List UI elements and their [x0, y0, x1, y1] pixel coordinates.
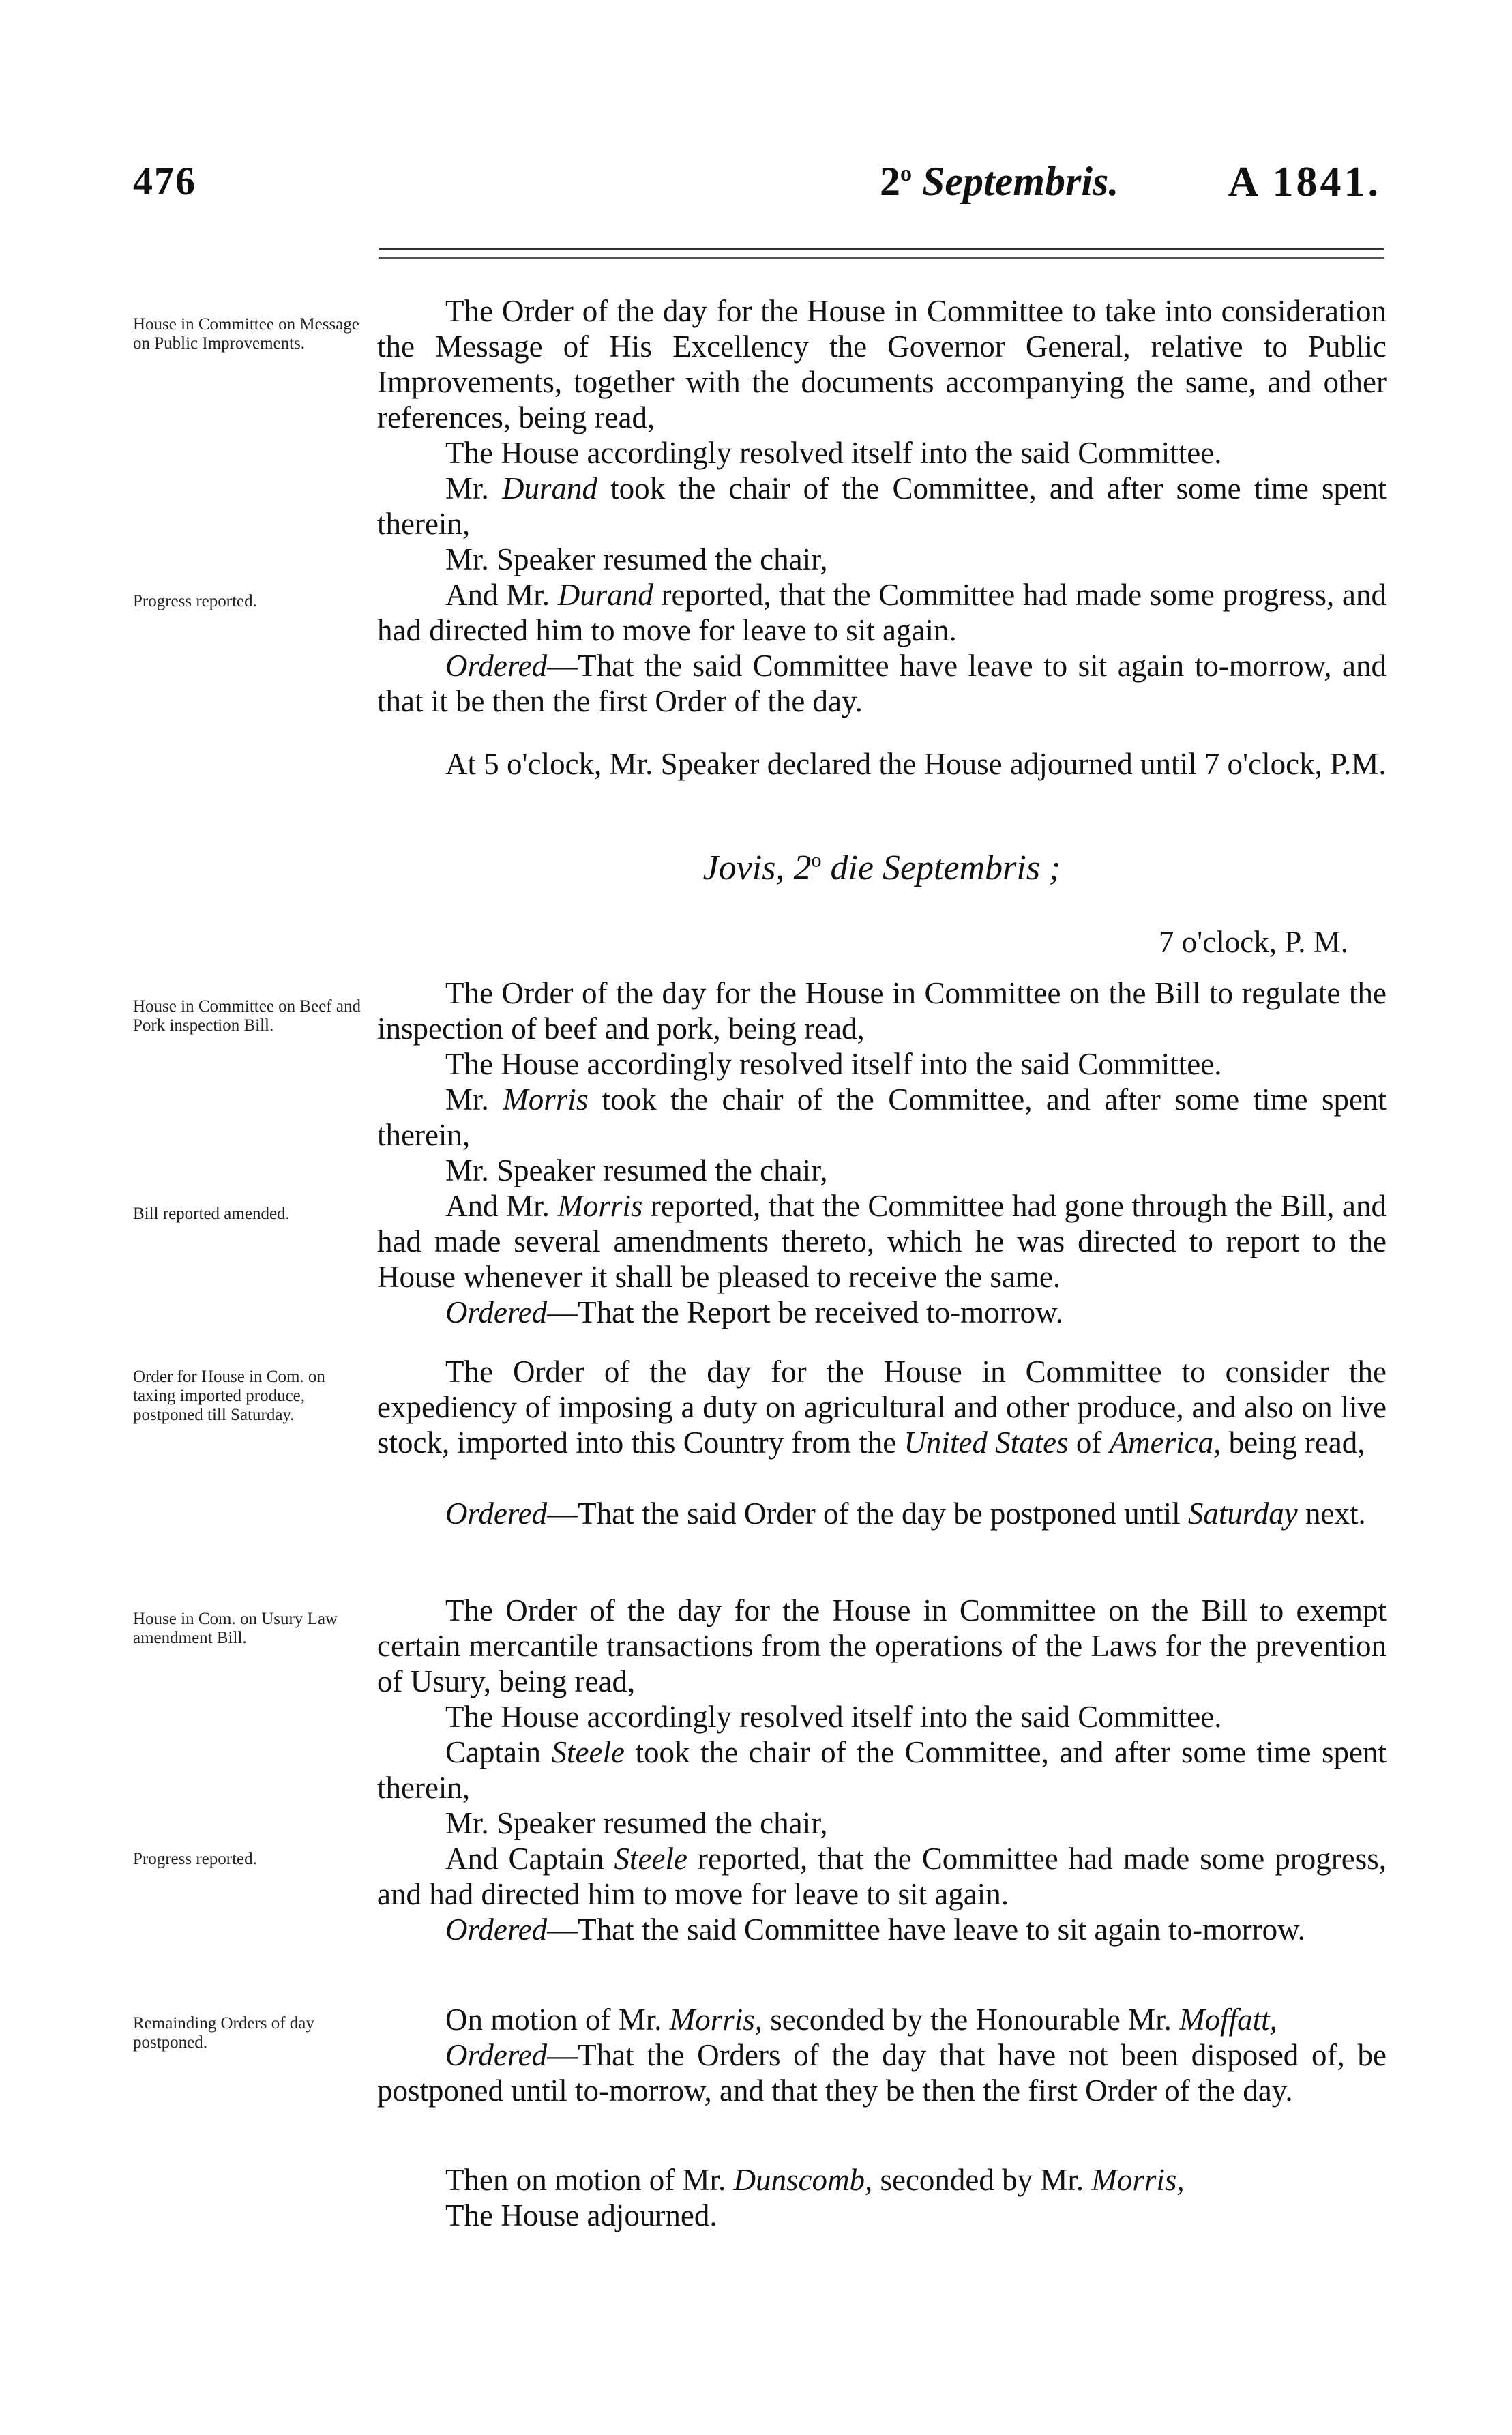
header-year: A 1841. [1228, 159, 1381, 205]
motion-line: On motion of Mr. Morris, seconded by the Honourable Mr. Moffatt, [445, 2003, 1277, 2037]
text-paragraph: And Mr. Morris reported, that the Committee had gone through the Bill, and had made several amendments thereto, which he was directed to report to the House whenever it shall be pleased to receive the same. [377, 1189, 1387, 1294]
order-paragraph: The Order of the day for the House in Committee on the Bill to regulate the inspection of beef and pork, being read, [377, 976, 1387, 1046]
margin-note: House in Committee on Message on Public Improvements. [133, 315, 359, 353]
text-line: Mr. Speaker resumed the chair, [445, 542, 828, 576]
margin-note: Progress reported. [133, 1850, 257, 1868]
text-paragraph: Mr. Morris took the chair of the Committee, and after some time spent therein, [377, 1082, 1387, 1152]
text-paragraph: And Mr. Durand reported, that the Committee had made some progress, and had directed him to move for leave to sit again. [377, 578, 1387, 647]
margin-note: House in Committee on Beef and Pork inspection Bill. [133, 997, 361, 1035]
text-line: The House accordingly resolved itself into the said Committee. [445, 1700, 1222, 1734]
ordered-paragraph: Ordered—That the Orders of the day that have not been disposed of, be postponed until to-morrow, and that they be then the first Order of the day. [377, 2038, 1387, 2108]
text-line: The House accordingly resolved itself into the said Committee. [445, 436, 1222, 470]
ordered-paragraph: Ordered—That the said Committee have leave to sit again to-morrow, and that it be then the first Order of the day. [377, 649, 1387, 718]
text-line: Mr. Speaker resumed the chair, [445, 1153, 828, 1187]
margin-note: Progress reported. [133, 592, 257, 610]
motion-line: Then on motion of Mr. Dunscomb, seconded by Mr. Morris, [445, 2163, 1185, 2197]
margin-note: House in Com. on Usury Law amendment Bill. [133, 1610, 338, 1647]
text-paragraph: Captain Steele took the chair of the Committee, and after some time spent therein, [377, 1735, 1387, 1805]
header-date: 2$^o$ Septembris. [880, 159, 1119, 204]
header-rule [379, 248, 1384, 250]
day-heading: Jovis, 2$^o$ die Septembris ; [702, 848, 1061, 887]
running-head [133, 158, 1381, 213]
ordered-paragraph: Ordered—That the said Committee have leave to sit again to-morrow. [445, 1913, 1305, 1947]
order-paragraph: The Order of the day for the House in Committee to consider the expediency of imposing a duty on agricultural and other produce, and also on live stock, imported into this Country from the United States of America, being read, [377, 1355, 1387, 1460]
ordered-paragraph: Ordered—That the said Order of the day be postponed until Saturday next. [445, 1496, 1366, 1531]
order-paragraph: The Order of the day for the House in Committee on the Bill to exempt certain mercantile transactions from the operations of the Laws for the prevention of Usury, being read, [377, 1593, 1387, 1698]
margin-note: Remainding Orders of day postponed. [133, 2014, 314, 2052]
order-paragraph: The Order of the day for the House in Committee to take into consideration the Message of His Excellency the Governor General, relative to Public Improvements, together with the documents accompanying the same, and other references, being read, [377, 294, 1387, 434]
margin-note: Order for House in Com. on taxing imported produce, postponed till Saturday. [133, 1368, 325, 1424]
page-number: 476 [133, 159, 196, 203]
ordered-line: Ordered—That the Report be received to-morrow. [445, 1295, 1063, 1329]
adjournment-paragraph: At 5 o'clock, Mr. Speaker declared the House adjourned until 7 o'clock, P.M. [445, 747, 1387, 781]
margin-note: Bill reported amended. [133, 1205, 290, 1223]
text-paragraph: Mr. Durand took the chair of the Committee, and after some time spent therein, [377, 471, 1387, 541]
text-line: Mr. Speaker resumed the chair, [445, 1806, 828, 1840]
time-heading: 7 o'clock, P. M. [1158, 925, 1348, 959]
closing-line: The House adjourned. [445, 2198, 717, 2232]
header-rule-secondary [379, 257, 1384, 259]
text-paragraph: And Captain Steele reported, that the Committee had made some progress, and had directed him to move for leave to sit again. [377, 1842, 1387, 1911]
text-line: The House accordingly resolved itself into the said Committee. [445, 1047, 1222, 1081]
